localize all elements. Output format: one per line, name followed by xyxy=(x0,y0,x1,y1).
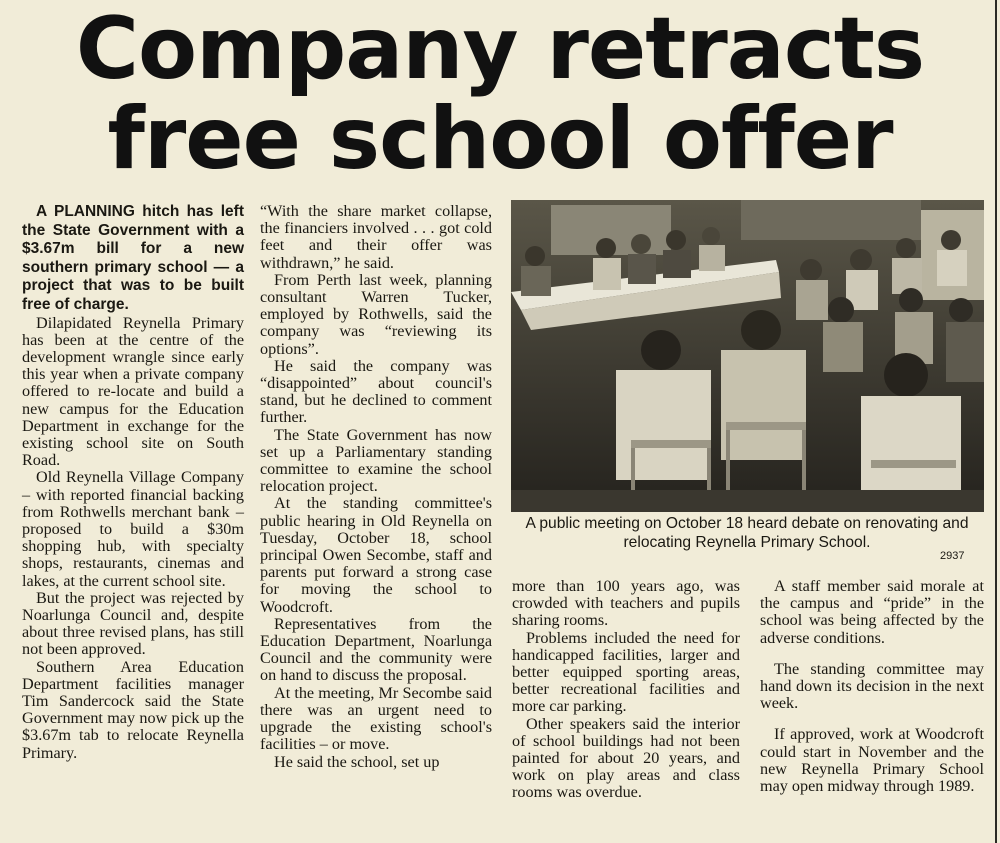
article-column-3 xyxy=(512,578,740,802)
article-column-4 xyxy=(760,578,984,795)
body-paragraph: At the standing committee's public hearing in Old Reynella on Tuesday, October 18, school principal Owen Secombe, staff and parents put forward a strong case for moving the school to Woodcroft. xyxy=(260,494,492,616)
body-paragraph: Old Reynella Village Company – with reported financial backing from Rothwells merchant bank – proposed to build a $30m shopping hub, with specialty shops, restaurants, cinemas and lakes, at the current school site. xyxy=(22,468,244,590)
paragraph-gap xyxy=(760,712,984,726)
body-paragraph: But the project was rejected by Noarlunga Council and, despite about three revised plans, has still not been approved. xyxy=(22,588,244,659)
meeting-photo-illustration xyxy=(511,200,984,512)
meeting-photo xyxy=(511,200,984,512)
body-paragraph: From Perth last week, planning consultant Warren Tucker, employed by Rothwells, said the company was “reviewing its options”. xyxy=(260,270,492,358)
photo-caption: A public meeting on October 18 heard debate on renovating and relocating Reynella Primary School. xyxy=(525,515,969,551)
photo-id: 2937 xyxy=(940,550,965,562)
body-paragraph: “With the share market collapse, the financiers involved . . . got cold feet and their offer was withdrawn,” he said. xyxy=(260,202,492,272)
body-paragraph: A staff member said morale at the campus and “pride” in the school was being affected by the adverse conditions. xyxy=(760,577,984,647)
paragraph-gap xyxy=(760,647,984,661)
body-paragraph: If approved, work at Woodcroft could start in November and the new Reynella Primary School may open midway through 1989. xyxy=(760,725,984,796)
headline-line-2: free school offer xyxy=(107,89,893,189)
body-paragraph: He said the company was “disappointed” about council's stand, but he declined to comment further. xyxy=(260,356,492,427)
body-paragraph: The State Government has now set up a Parliamentary standing committee to examine the school relocation project. xyxy=(260,425,492,496)
headline-line-1: Company retracts xyxy=(75,0,925,99)
body-paragraph: Representatives from the Education Department, Noarlunga Council and the community were on hand to discuss the proposal. xyxy=(260,614,492,685)
body-paragraph: He said the school, set up xyxy=(274,752,440,771)
article-column-2 xyxy=(260,203,492,771)
page-edge-rule xyxy=(995,0,997,843)
body-paragraph: The standing committee may hand down its decision in the next week. xyxy=(760,659,984,713)
body-paragraph: Other speakers said the interior of school buildings had not been painted for about 20 years, and work on play areas and class rooms was overdue. xyxy=(512,714,740,802)
body-paragraph: At the meeting, Mr Secombe said there was an urgent need to upgrade the existing school's facilities – or move. xyxy=(260,683,492,754)
body-paragraph: more than 100 years ago, was crowded with teachers and pupils sharing rooms. xyxy=(512,577,740,630)
body-paragraph: Problems included the need for handicapped facilities, larger and better equipped sporting areas, better recreational facilities and more car parking. xyxy=(512,628,740,716)
body-paragraph: Southern Area Education Department facilities manager Tim Sandercock said the State Government may now pick up the $3.67m tab to relocate Reynella Primary. xyxy=(22,657,244,762)
body-paragraph: Dilapidated Reynella Primary has been at the centre of the development wrangle since early this year when a private company offered to re-locate and build a new campus for the Education Department in exchange for the existing school site on South Road. xyxy=(22,313,244,470)
article-column-1 xyxy=(22,203,244,762)
lead-paragraph: A PLANNING hitch has left the State Government with a $3.67m bill for a new southern primary school — a project that was to be built free of charge. xyxy=(22,203,244,313)
